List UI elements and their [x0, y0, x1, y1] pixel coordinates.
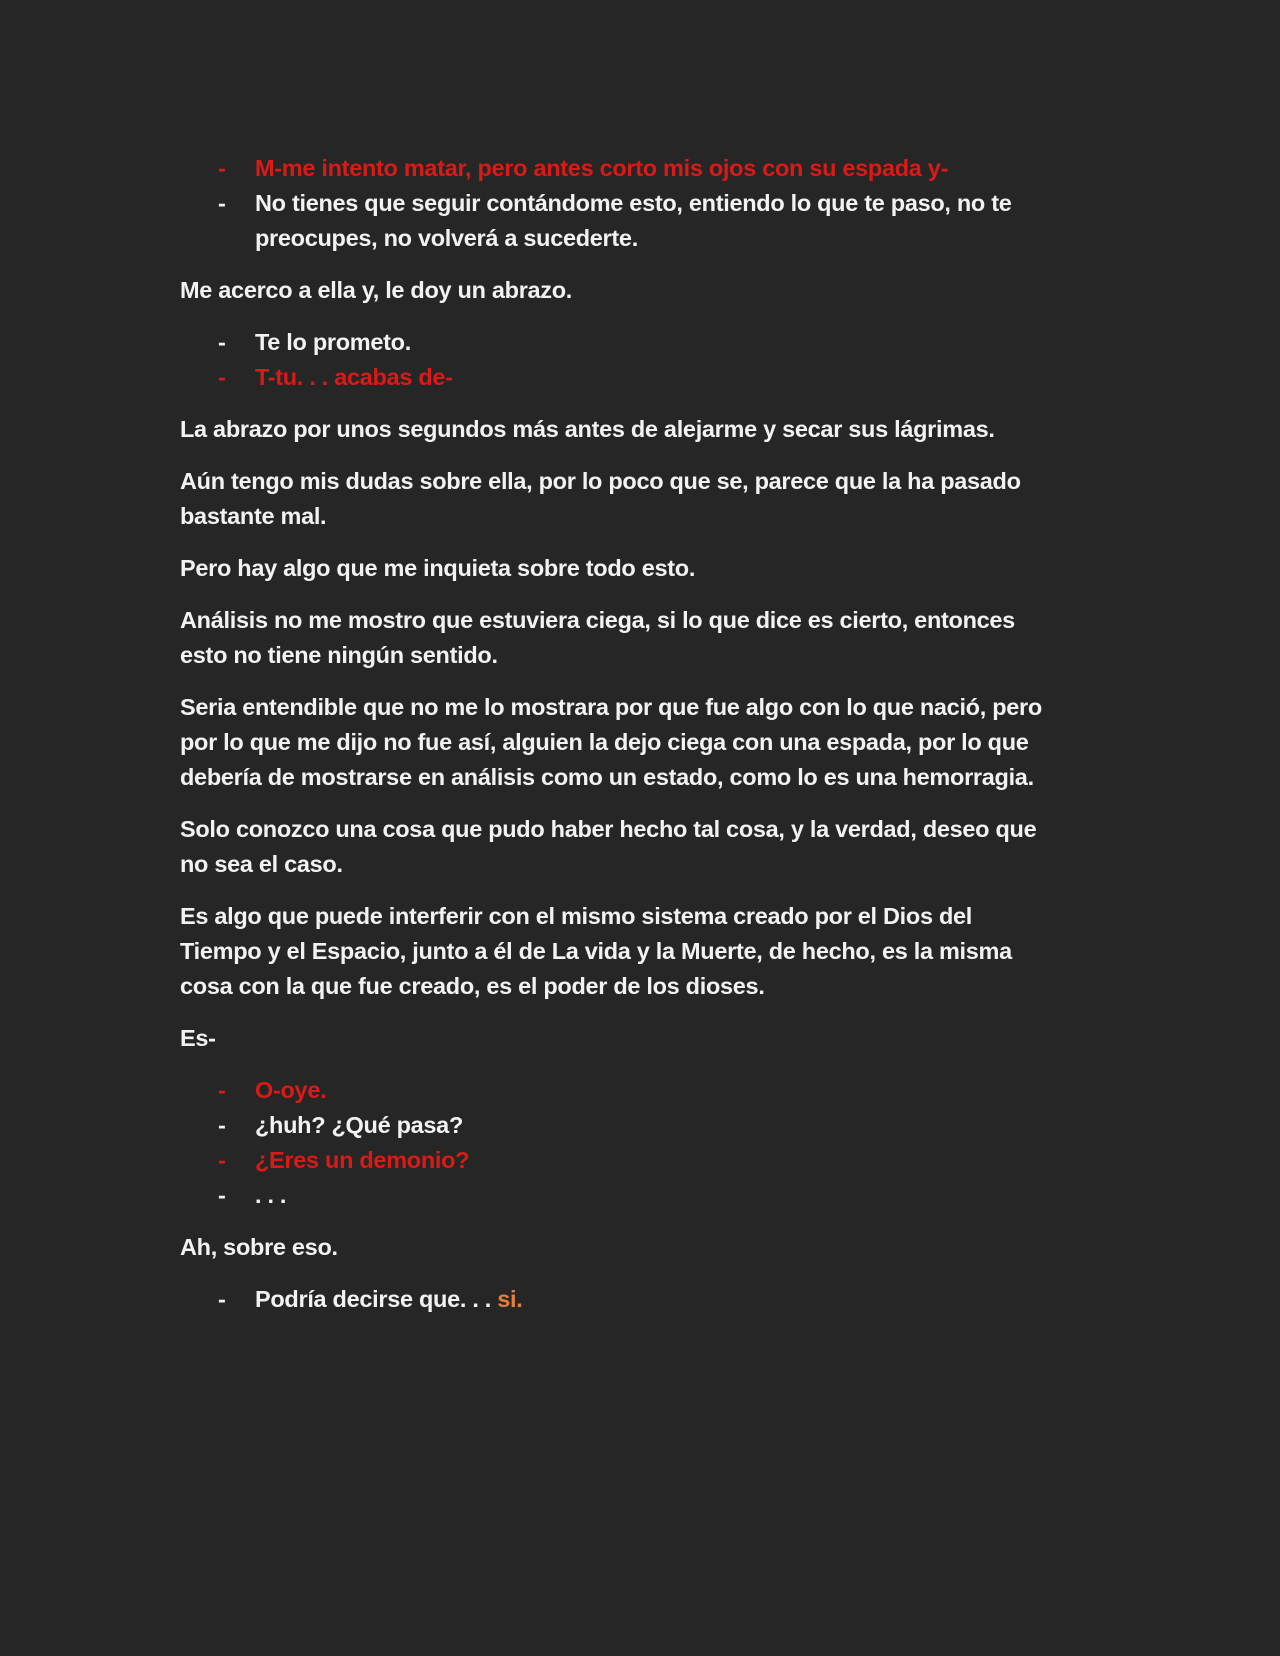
dialogue-list [180, 1073, 1044, 1213]
dialogue-list [180, 325, 1044, 395]
dialogue-text: O-oye. [255, 1077, 327, 1103]
dialogue-text: M-me intento matar, pero antes corto mis ojos con su espada y- [255, 155, 949, 181]
paragraph: Seria entendible que no me lo mostrara por que fue algo con lo que nació, pero por lo que me dijo no fue así, alguien la dejo ciega con una espada, por lo que debería de mostrarse en análisis como un estado, como lo es una hemorragia. [180, 694, 1042, 790]
dialogue-item [180, 1178, 1044, 1213]
dialogue-text: No tienes que seguir contándome esto, entiendo lo que te paso, no te preocupes, no volverá a sucederte. [255, 190, 1012, 251]
paragraph: Solo conozco una cosa que pudo haber hecho tal cosa, y la verdad, deseo que no sea el caso. [180, 816, 1037, 877]
paragraph: Es algo que puede interferir con el mismo sistema creado por el Dios del Tiempo y el Espacio, junto a él de La vida y la Muerte, de hecho, es la misma cosa con la que fue creado, es el poder de los dioses. [180, 903, 1012, 999]
paragraph: Me acerco a ella y, le doy un abrazo. [180, 277, 573, 303]
dialogue-text: . . . [255, 1182, 287, 1208]
dash-marker: - [218, 1077, 226, 1103]
dialogue-text: T-tu. . . acabas de- [255, 364, 453, 390]
dash-marker: - [218, 190, 226, 216]
dash-marker: - [218, 1147, 226, 1173]
dialogue-item [180, 325, 1044, 360]
dash-marker: - [218, 1286, 226, 1312]
dash-marker: - [218, 364, 226, 390]
dialogue-item [180, 1108, 1044, 1143]
dialogue-item [180, 1143, 1044, 1178]
paragraph: Es- [180, 1025, 216, 1051]
dialogue-text: ¿huh? ¿Qué pasa? [255, 1112, 464, 1138]
dialogue-text-segment: si. [497, 1286, 523, 1312]
dialogue-item [180, 151, 1044, 186]
paragraph: Análisis no me mostro que estuviera ciega, si lo que dice es cierto, entonces esto no tiene ningún sentido. [180, 607, 1015, 668]
dialogue-list [180, 151, 1044, 256]
paragraph: Aún tengo mis dudas sobre ella, por lo poco que se, parece que la ha pasado bastante mal. [180, 468, 1021, 529]
dialogue-text: ¿Eres un demonio? [255, 1147, 470, 1173]
dialogue-text [255, 1286, 522, 1312]
paragraph: La abrazo por unos segundos más antes de alejarme y secar sus lágrimas. [180, 416, 995, 442]
dialogue-text-segment: Podría decirse que. . . [255, 1286, 498, 1312]
paragraph: Pero hay algo que me inquieta sobre todo esto. [180, 555, 696, 581]
dash-marker: - [218, 1112, 226, 1138]
story-text [180, 151, 1044, 1317]
dash-marker: - [218, 329, 226, 355]
dialogue-item [180, 1073, 1044, 1108]
paragraph: Ah, sobre eso. [180, 1234, 338, 1260]
dialogue-item [180, 186, 1044, 256]
dialogue-text: Te lo prometo. [255, 329, 411, 355]
dash-marker: - [218, 1182, 226, 1208]
dialogue-list [180, 1282, 1044, 1317]
dash-marker: - [218, 155, 226, 181]
dialogue-item [180, 360, 1044, 395]
dialogue-item [180, 1282, 1044, 1317]
